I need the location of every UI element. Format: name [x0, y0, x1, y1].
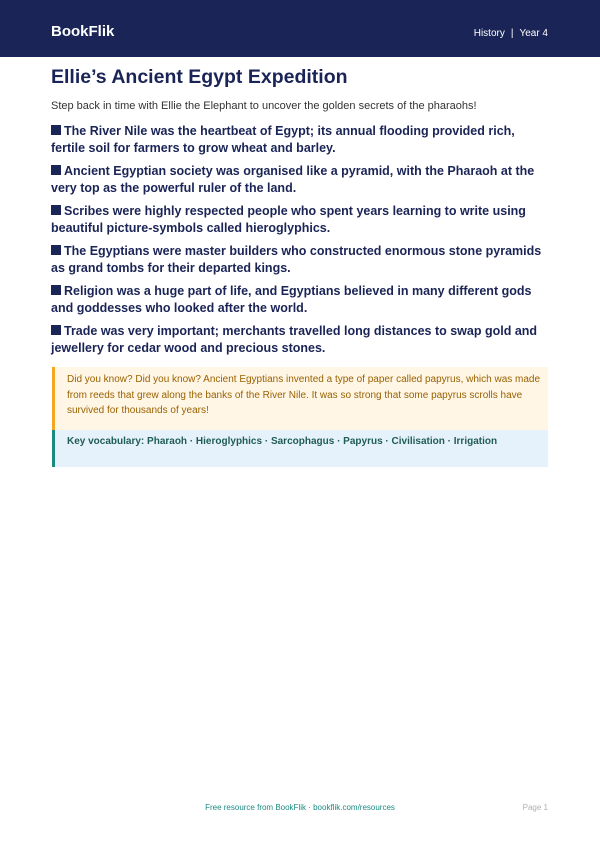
fact-item — [51, 123, 551, 157]
square-bullet-icon — [51, 245, 61, 255]
intro-text: Step back in time with Ellie the Elephant to uncover the golden secrets of the pharaohs! — [51, 100, 477, 112]
year-label: Year 4 — [519, 28, 548, 39]
fact-text: The River Nile was the heartbeat of Egypt; its annual flooding provided rich, fertile soil for farmers to grow wheat and barley. — [51, 124, 515, 155]
vocabulary-box — [52, 430, 548, 467]
square-bullet-icon — [51, 125, 61, 135]
vocabulary-text: Key vocabulary: Pharaoh · Hieroglyphics · Sarcophagus · Papyrus · Civilisation · Irrigation — [67, 436, 498, 447]
brand-logo[interactable]: BookFlik — [51, 23, 115, 40]
footer-resource-link[interactable]: Free resource from BookFlik · bookflik.com/resources — [205, 803, 395, 812]
did-you-know-box — [52, 367, 548, 430]
page-number: Page 1 — [522, 803, 548, 812]
did-you-know-text: Did you know? Did you know? Ancient Egyptians invented a type of paper called papyrus, which was made from reeds that grew along the banks of the River Nile. It was so strong that some papyrus scrolls have survived for thousands of years! — [67, 374, 541, 416]
fact-item — [51, 203, 551, 237]
fact-item — [51, 163, 551, 197]
square-bullet-icon — [51, 205, 61, 215]
meta-separator: | — [510, 28, 514, 39]
square-bullet-icon — [51, 325, 61, 335]
subject-label: History — [473, 28, 505, 39]
header-meta — [474, 27, 548, 41]
fact-item — [51, 243, 551, 277]
square-bullet-icon — [51, 165, 61, 175]
fact-text: Religion was a huge part of life, and Egyptians believed in many different gods and goddesses who looked after the world. — [51, 284, 532, 315]
fact-text: Ancient Egyptian society was organised like a pyramid, with the Pharaoh at the very top as the powerful ruler of the land. — [51, 164, 535, 195]
header-bar — [0, 0, 600, 57]
fact-item — [51, 323, 551, 357]
page-title: Ellie’s Ancient Egypt Expedition — [51, 66, 348, 88]
fact-text: Scribes were highly respected people who spent years learning to write using beautiful picture-symbols called hieroglyphics. — [51, 204, 526, 235]
fact-item — [51, 283, 551, 317]
square-bullet-icon — [51, 285, 61, 295]
fact-text: The Egyptians were master builders who constructed enormous stone pyramids as grand tombs for their departed kings. — [51, 244, 542, 275]
fact-text: Trade was very important; merchants travelled long distances to swap gold and jewellery for cedar wood and precious stones. — [51, 324, 538, 355]
facts-list — [51, 123, 551, 363]
